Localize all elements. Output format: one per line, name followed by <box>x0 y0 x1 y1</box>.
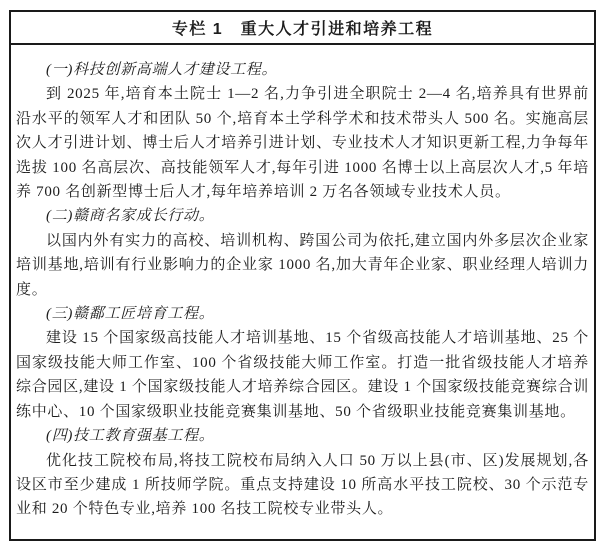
section-4 <box>16 424 589 522</box>
section-1-heading: (一)科技创新高端人才建设工程。 <box>46 62 278 78</box>
section-2-heading: (二)赣商名家成长行动。 <box>46 208 215 225</box>
section-2-paragraph: 以国内外有实力的高校、培训机构、跨国公司为依托,建立国内外多层次企业家培训基地,培训有行业影响力的企业家 1000 名,加大青年企业家、职业经理人培训力度。 <box>16 232 589 298</box>
section-4-paragraph: 优化技工院校布局,将技工院校布局纳入人口 50 万以上县(市、区)发展规划,各设区市至少建成 1 所技师学院。重点支持建设 10 所高水平技工院校、30 个示范专业和 20 个特色专业,培养 100 名技工院校专业带头人。 <box>16 452 589 518</box>
section-3-heading: (三)赣鄱工匠培育工程。 <box>46 306 215 323</box>
box-title: 专栏 1 重大人才引进和培养工程 <box>11 12 594 45</box>
section-4-heading: (四)技工教育强基工程。 <box>46 428 215 445</box>
section-3-paragraph: 建设 15 个国家级高技能人才培训基地、15 个省级高技能人才培训基地、25 个国家级技能大师工作室、100 个省级技能大师工作室。打造一批省级技能人才培养综合园区,建设 1 个国家级技能人才培养综合园区。建设 1 个国家级技能竞赛综合训练中心、10 个国家级职业技能竞赛集训基地、50 个省级职业技能竞赛集训基地。 <box>16 330 589 420</box>
section-2 <box>16 204 589 302</box>
section-3 <box>16 302 589 424</box>
section-1-paragraph: 到 2025 年,培育本土院士 1—2 名,力争引进全职院士 2—4 名,培养具有世界前沿水平的领军人才和团队 50 个,培育本土学科学术和技术带头人 500 名。实施高层次人才引进计划、博士后人才培养引进计划、专业技术人才知识更新工程,力争每年选拔 100 名高层次、高技能领军人才,每年引进 1000 名博士以上高层次人才,5 年培养 700 名创新型博士后人才,每年培养培训 2 万名各领域专业技术人员。 <box>16 86 589 201</box>
section-1 <box>16 58 589 204</box>
special-column-box <box>9 10 596 541</box>
box-body <box>11 45 594 522</box>
